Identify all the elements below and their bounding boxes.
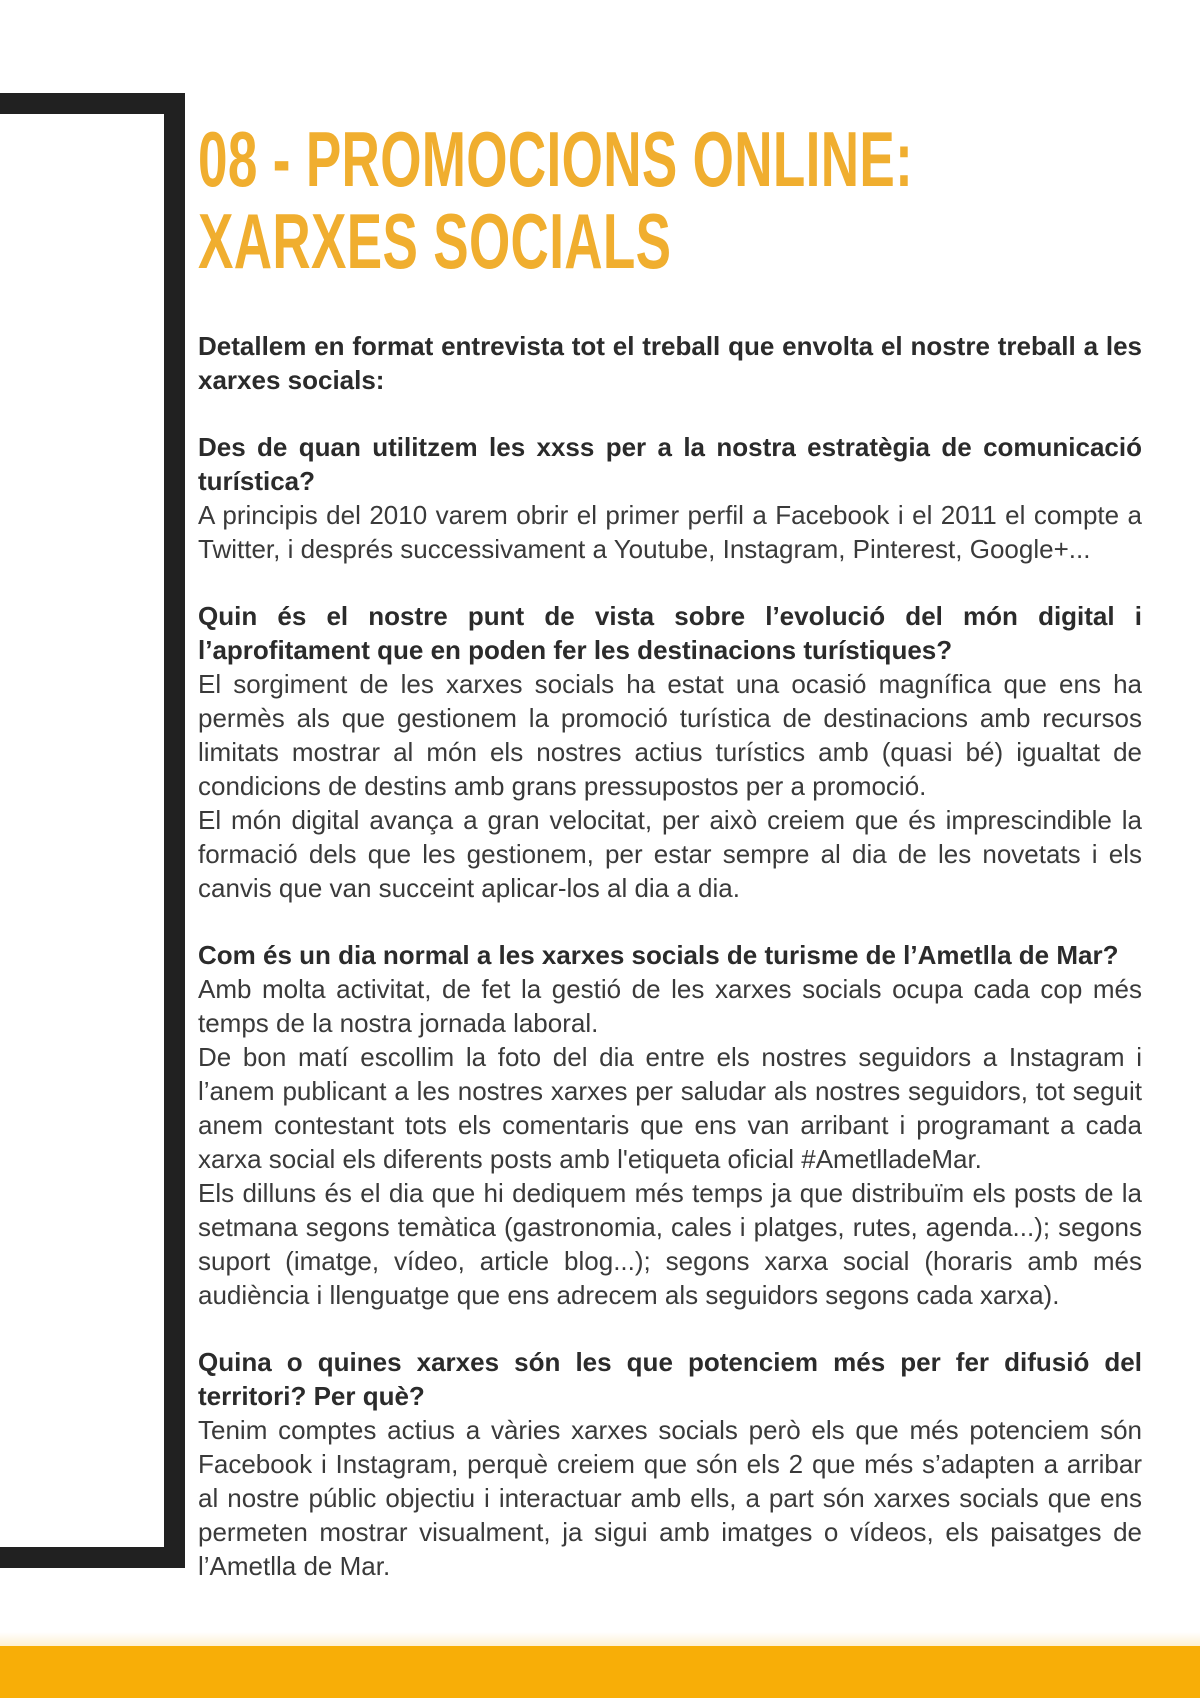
qa-section-3	[198, 938, 1142, 1312]
page-title-line2: XARXES SOCIALS	[198, 197, 672, 285]
answer-paragraph: El món digital avança a gran velocitat, per això creiem que és imprescindible la formació dels que les gestionem, per estar sempre al dia de les novetats i els canvis que van succeint aplicar-los al dia a dia.	[198, 805, 1142, 903]
answer-paragraph: Els dilluns és el dia que hi dediquem més temps ja que distribuïm els posts de la setmana segons temàtica (gastronomia, cales i platges, rutes, agenda...); segons suport (imatge, vídeo, article blog...); segons xarxa social (horaris amb més audiència i llenguatge que ens adrecem als seguidors segons cada xarxa).	[198, 1178, 1142, 1310]
question: Com és un dia normal a les xarxes socials de turisme de l’Ametlla de Mar?	[198, 940, 1119, 970]
qa-section-4	[198, 1345, 1142, 1583]
question: Quina o quines xarxes són les que potenciem més per fer difusió del territori? Per què?	[198, 1347, 1142, 1411]
answer-paragraph: El sorgiment de les xarxes socials ha estat una ocasió magnífica que ens ha permès als que gestionem la promoció turística de destinacions amb recursos limitats mostrar al món els nostres actius turístics amb (quasi bé) igualtat de condicions de destins amb grans pressupostos per a promoció.	[198, 669, 1142, 801]
page-title	[198, 115, 914, 285]
qa-section-1	[198, 430, 1142, 566]
decorative-frame	[0, 93, 185, 1568]
answer-paragraph: De bon matí escollim la foto del dia entre els nostres seguidors a Instagram i l’anem publicant a les nostres xarxes per saludar als nostres seguidors, tot seguit anem contestant tots els comentaris que ens van arribant i programant a cada xarxa social els diferents posts amb l'etiqueta oficial #AmetlladeMar.	[198, 1042, 1142, 1174]
page-content	[198, 0, 1142, 1583]
answer-paragraph: Amb molta activitat, de fet la gestió de les xarxes socials ocupa cada cop més temps de la nostra jornada laboral.	[198, 974, 1142, 1038]
question: Quin és el nostre punt de vista sobre l’evolució del món digital i l’aprofitament que en poden fer les destinacions turístiques?	[198, 601, 1142, 665]
question: Des de quan utilitzem les xxss per a la nostra estratègia de comunicació turística?	[198, 432, 1142, 496]
intro-paragraph: Detallem en format entrevista tot el treball que envolta el nostre treball a les xarxes socials:	[198, 331, 1142, 395]
qa-section-2	[198, 599, 1142, 905]
bottom-accent-bar	[0, 1646, 1200, 1698]
answer-paragraph: Tenim comptes actius a vàries xarxes socials però els que més potenciem són Facebook i Instagram, perquè creiem que són els 2 que més s’adapten a arribar al nostre públic objectiu i interactuar amb ells, a part són xarxes socials que ens permeten mostrar visualment, ja sigui amb imatges o vídeos, els paisatges de l’Ametlla de Mar.	[198, 1415, 1142, 1581]
page-title-line1: 08 - PROMOCIONS ONLINE:	[198, 115, 914, 203]
answer-paragraph: A principis del 2010 varem obrir el primer perfil a Facebook i el 2011 el compte a Twitter, i després successivament a Youtube, Instagram, Pinterest, Google+...	[198, 500, 1142, 564]
